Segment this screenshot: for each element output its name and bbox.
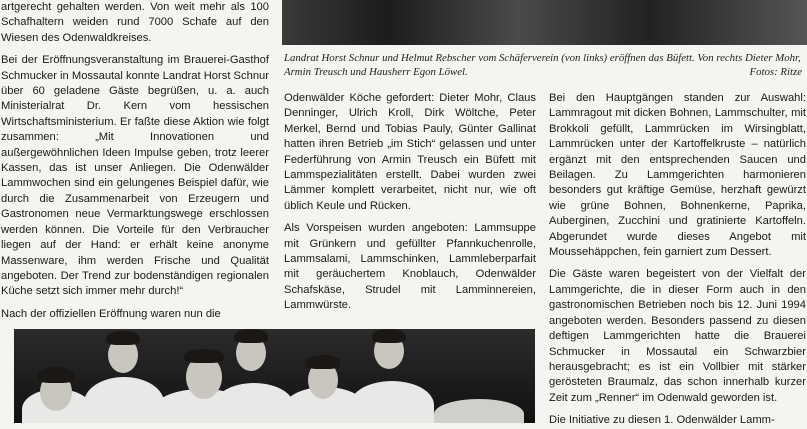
article-column-right [549, 91, 806, 429]
photo-credit: Fotos: Ritze [749, 66, 802, 78]
paragraph: Bei den Hauptgängen standen zur Auswahl: Lammragout mit dicken Bohnen, Lammschulter, mit Brokkoli gefüllt, Lammrücken im Wirsingblatt, Lammrücken unter der Kartoffelkruste – natürlich ergänzt mit den entsprechenden Saucen und Beilagen. Zu Lammgerichten harmonieren besonders gut kräftige Gemüse, herzhaft gewürzt wie grüne Bohnen, Bohnenkerne, Paprika, Auberginen, Zucchini und gratinierte Kartoffeln. Abgerundet wurde dieses Angebot mit Moussehäppchen, fein garniert zum Dessert. [549, 92, 806, 259]
chef-hair [106, 331, 140, 345]
caption-text: Landrat Horst Schnur und Helmut Rebscher vom Schäferverein (von links) eröffnen das Büfett. Von rechts Dieter Mohr, Armin Treusch und Hausherr Egon Löwel. [284, 52, 801, 78]
article-column-middle [284, 91, 536, 314]
photo-buffet-opening [282, 0, 807, 45]
chef-figure [214, 383, 294, 423]
paragraph: Die Initiative zu diesen 1. Odenwälder Lamm- [549, 414, 775, 427]
paragraph: artgerecht gehalten werden. Von weit mehr als 100 Schafhaltern weiden rund 7000 Schafe auf den Wiesen des Odenwaldkreises. [1, 1, 269, 44]
chef-figure [350, 381, 434, 423]
chef-hair [38, 367, 74, 383]
paragraph: Bei der Eröffnungsveranstaltung im Brauerei-Gasthof Schmucker in Mossautal konnte Landrat Horst Schnur über 60 geladene Gäste begrüßen, u. a. auch Ministerialrat Dr. Kern vom hessischen Wirtschaftsministerium. Er faßte diese Aktion wie folgt zusammen: „Mit Innovationen und außergewöhnlichen Ideen Impulse geben, trotz leerer Kassen, das ist unser Anliegen. Die Odenwälder Lammwochen sind ein gelungenes Beispiel dafür, wie durch die Zusammenarbeit von Erzeugern und Gastronomen neue Vermarktungswege erschlossen werden können. Die Vorteile für den Verbraucher liegen auf der Hand: er erhält keine anonyme Massenware, ihm werden Frische und Qualität angeboten. Der Trend zur bodenständigen regionalen Küche setzt sich immer mehr durch!“ [1, 54, 270, 298]
chef-hair [372, 329, 406, 343]
chef-hair [184, 349, 224, 363]
article-column-left [1, 0, 269, 322]
chef-hair [234, 329, 268, 343]
photo-chefs [14, 329, 535, 423]
chef-hair [306, 355, 340, 369]
paragraph: Nach der offiziellen Eröffnung waren nun die [1, 307, 221, 320]
chef-figure [84, 377, 164, 423]
photo-caption [284, 51, 804, 79]
paragraph: Odenwälder Köche gefordert: Dieter Mohr, Claus Denninger, Ulrich Kroll, Dirk Wöltche, Peter Merkel, Bernd und Tobias Pauly, Günter Gallinat hatten ihren Betrieb „im Stich“ gelassen und unter Federführung von Armin Treusch ein Büfett mit Lammspezialitäten erstellt. Dabei wurden zwei Lämmer komplett verarbeitet, nicht nur, wie oft üblich Keule und Rücken. [284, 92, 536, 212]
paragraph: Die Gäste waren begeistert von der Vielfalt der Lammgerichte, die in dieser Form auch in den gastronomischen Betrieben noch bis 12. Juni 1994 angeboten werden. Besonders passend zu diesen deftigen Lammgerichten hatte die Brauerei Schmucker in Mossautal ein Schwarzbier herausgebracht; es ist ein Vollbier mit stärker gerösteten Braumalz, das schon innerhalb kurzer Zeit zum „Renner“ im Odenwald geworden ist. [549, 268, 806, 404]
paragraph: Als Vorspeisen wurden angeboten: Lammsuppe mit Grünkern und gefüllter Pfannkuchenrolle, Lammsalami, Lammschinken, Lammleberparfait mit geräuchertem Knoblauch, Odenwälder Schafskäse, Strudel mit Lamminnereien, Lammwürste. [284, 222, 536, 312]
chef-figure [434, 399, 524, 423]
